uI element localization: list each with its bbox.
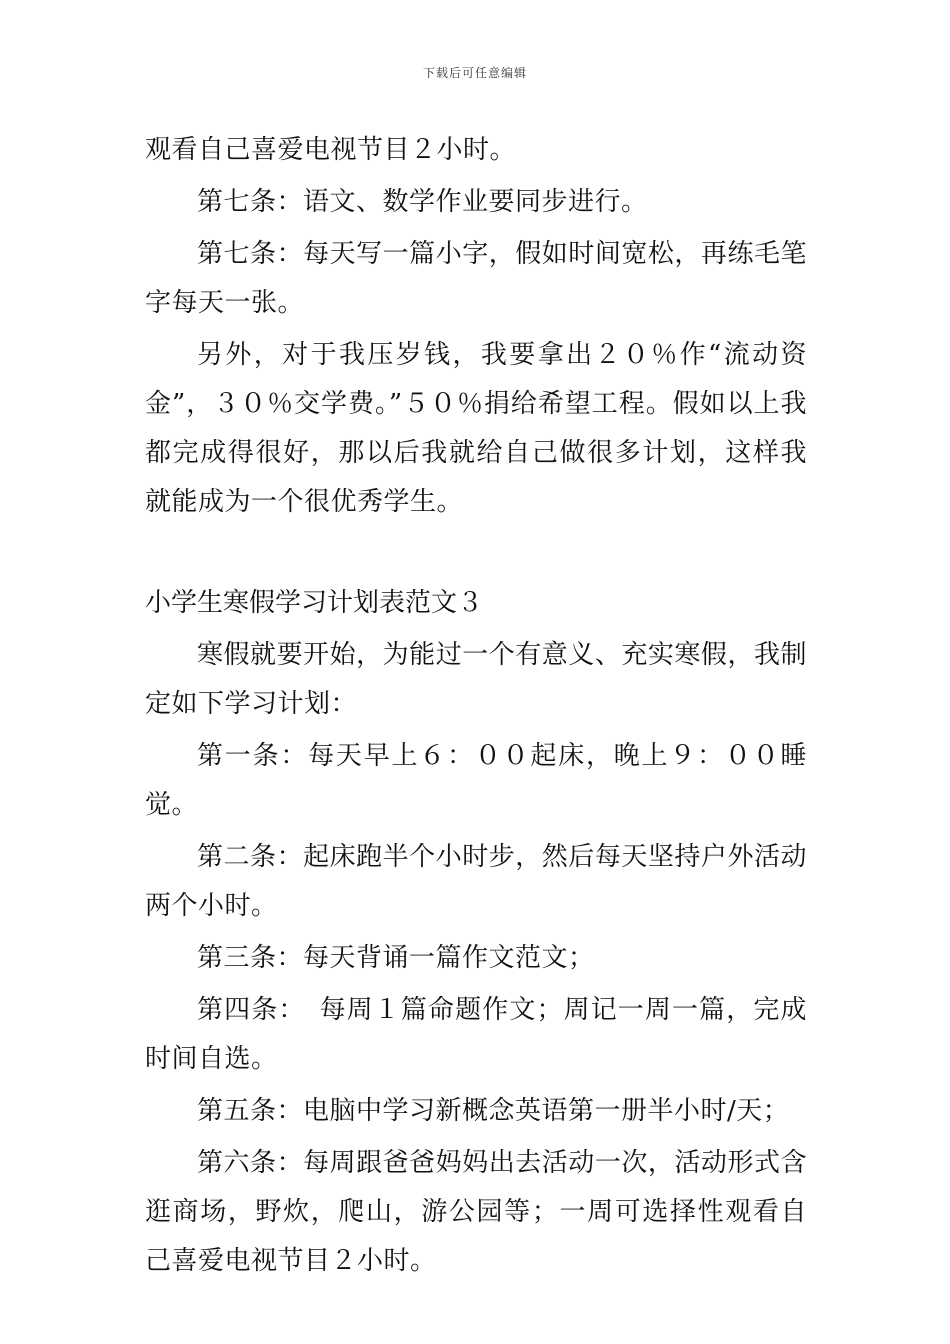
paragraph-1: 观看自己喜爱电视节目２小时。: [145, 135, 517, 165]
section-heading: 小学生寒假学习计划表范文３: [145, 588, 484, 618]
paragraph-6: 寒假就要开始，为能过一个有意义、充实寒假，我制定如下学习计划：: [145, 640, 807, 719]
paragraph-12: 第六条：每周跟爸爸妈妈出去活动一次，活动形式含逛商场，野炊，爬山，游公园等；一周可选择性观看自己喜爱电视节目２小时。: [145, 1148, 807, 1276]
paragraph-7: 第一条：每天早上６：００起床，晚上９：００睡觉。: [145, 741, 807, 820]
document-body: [145, 126, 807, 1289]
paragraph-2: 第七条：语文、数学作业要同步进行。: [197, 187, 648, 217]
page-header-note: 下载后可任意编辑: [422, 66, 527, 80]
paragraph-11: 第五条：电脑中学习新概念英语第一册半小时/天；: [197, 1096, 790, 1126]
paragraph-4: 另外，对于我压岁钱，我要拿出２０％作“流动资金”，３０％交学费。”５０％捐给希望工程。假如以上我都完成得很好，那以后我就给自己做很多计划，这样我就能成为一个很优秀学生。: [145, 340, 807, 517]
paragraph-3: 第七条：每天写一篇小字，假如时间宽松，再练毛笔字每天一张。: [145, 239, 807, 318]
paragraph-8: 第二条：起床跑半个小时步，然后每天坚持户外活动两个小时。: [145, 842, 807, 921]
paragraph-9: 第三条：每天背诵一篇作文范文；: [197, 943, 595, 973]
paragraph-10: 第四条： 每周１篇命题作文；周记一周一篇，完成时间自选。: [145, 995, 807, 1074]
